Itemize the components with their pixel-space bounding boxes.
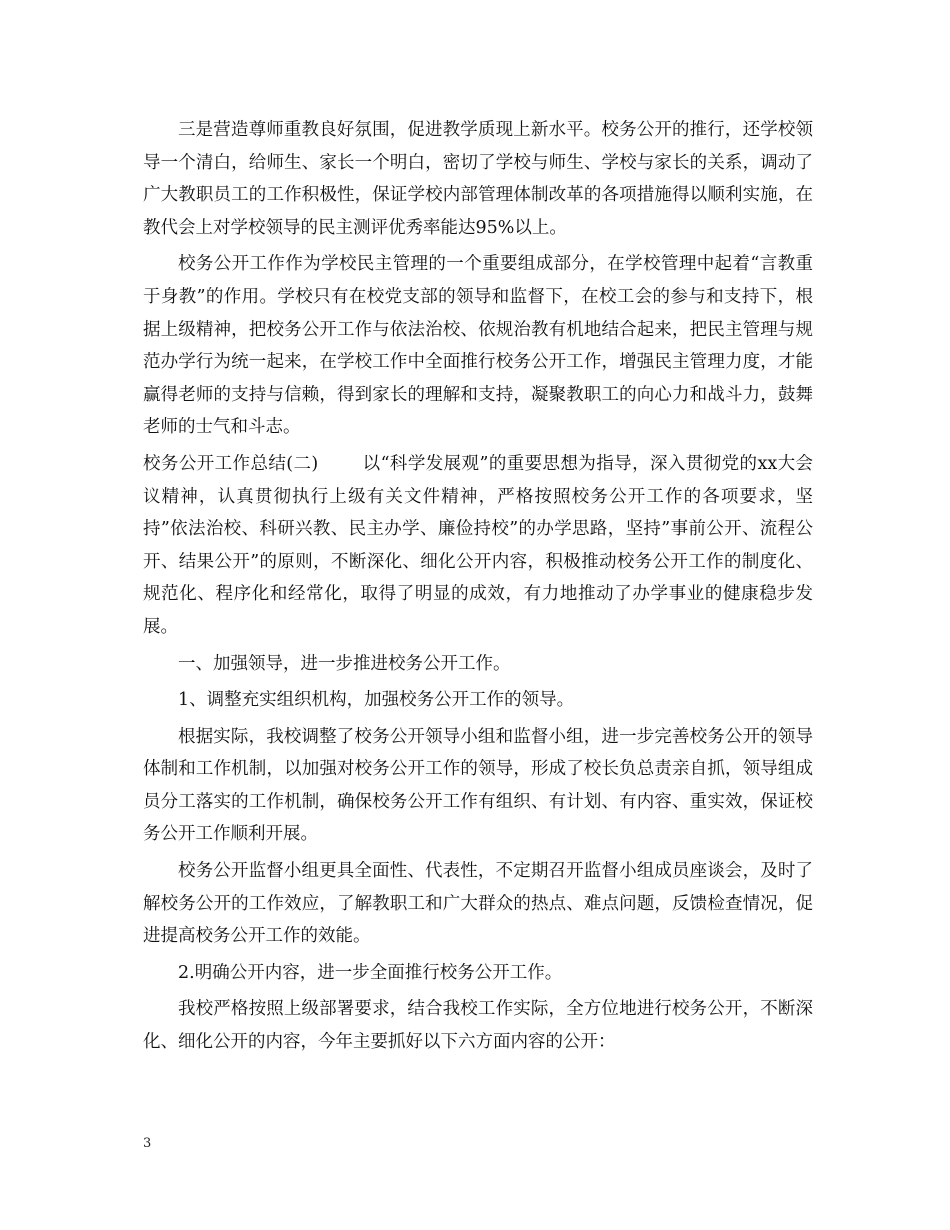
paragraph: 2.明确公开内容，进一步全面推行校务公开工作。 [178, 962, 563, 983]
paragraph: 三是营造尊师重教良好氛围，促进教学质现上新水平。校务公开的推行，还学校领导一个清白，给师生、家长一个明白，密切了学校与师生、学校与家长的关系，调动了广大教职员工的工作积极性，保证学校内部管理体制改革的各项措施得以顺利实施，在教代会上对学校领导的民主测评优秀率能达95%以上。 [143, 120, 813, 238]
page-number: 3 [143, 1136, 152, 1151]
paragraph: 校务公开监督小组更具全面性、代表性，不定期召开监督小组成员座谈会，及时了解校务公开的工作效应，了解教职工和广大群众的热点、难点问题，反馈检查情况，促进提高校务公开工作的效能。 [143, 861, 813, 947]
paragraph: 根据实际，我校调整了校务公开领导小组和监督小组，进一步完善校务公开的领导体制和工作机制，以加强对校务公开工作的领导，形成了校长负总责亲自抓，领导组成员分工落实的工作机制，确保校务公开工作有组织、有计划、有内容、重实效，保证校务公开工作顺利开展。 [143, 726, 813, 845]
paragraph: 校务公开工作作为学校民主管理的一个重要组成部分，在学校管理中起着“言教重于身教”的作用。学校只有在校党支部的领导和监督下，在校工会的参与和支持下，根据上级精神，把校务公开工作与依法治校、依规治教有机地结合起来，把民主管理与规范办学行为统一起来，在学校工作中全面推行校务公开工作，增强民主管理力度，才能赢得老师的支持与信赖，得到家长的理解和支持，凝聚教职工的向心力和战斗力，鼓舞老师的士气和斗志。 [143, 254, 813, 438]
document-body [143, 114, 813, 1063]
paragraph: 我校严格按照上级部署要求，结合我校工作实际，全方位地进行校务公开，不断深化、细化公开的内容，今年主要抓好以下六方面内容的公开： [143, 999, 813, 1053]
paragraph-with-heading [143, 448, 813, 644]
section-heading: 校务公开工作总结(二) [143, 453, 319, 474]
paragraph-text: 以“科学发展观”的重要思想为指导，深入贯彻党的xx大会议精神，认真贯彻执行上级有关文件精神，严格按照校务公开工作的各项要求，坚持”依法治校、科研兴教、民主办学、廉俭持校”的办学思路，坚持”事前公开、流程公开、结果公开”的原则，不断深化、细化公开内容，积极推动校务公开工作的制度化、规范化、程序化和经常化，取得了明显的成效，有力地推动了办学事业的健康稳步发展。 [143, 453, 813, 637]
paragraph: 1、调整充实组织机构，加强校务公开工作的领导。 [178, 690, 575, 711]
paragraph: 一、加强领导，进一步推进校务公开工作。 [178, 653, 511, 674]
